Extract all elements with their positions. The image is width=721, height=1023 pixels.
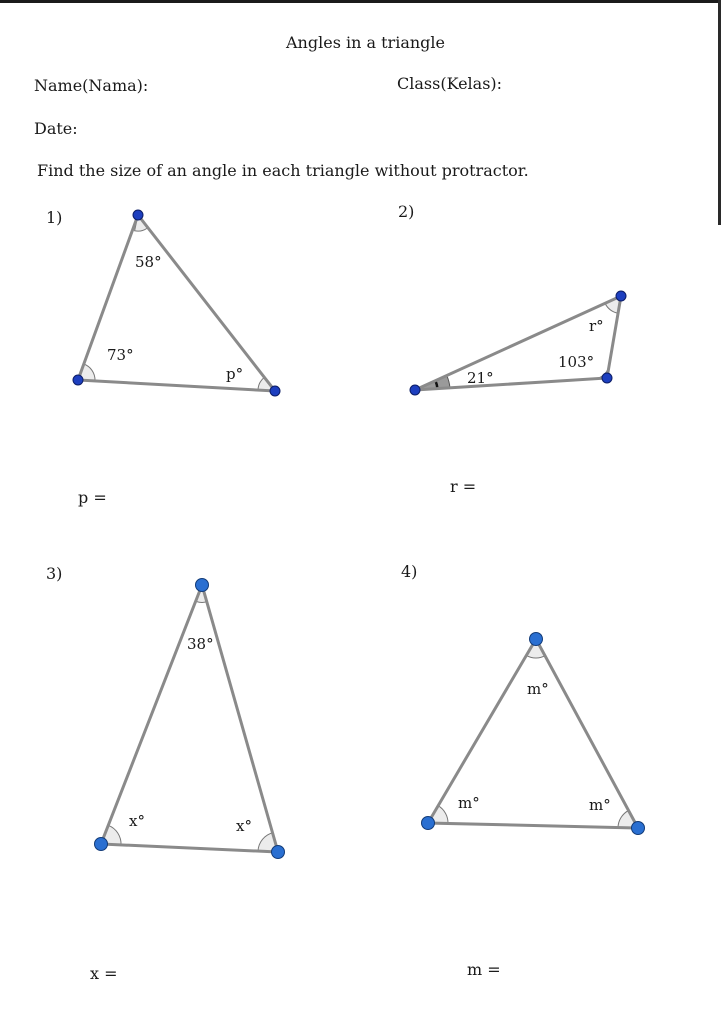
worksheet-title: Angles in a triangle xyxy=(286,33,445,52)
triangle-4-left-angle-label: m° xyxy=(458,794,480,812)
triangle-4-vertex-right xyxy=(632,822,645,835)
triangle-4-right-angle-label: m° xyxy=(589,796,611,814)
problem-3-number: 3) xyxy=(46,564,63,583)
problem-4-number: 4) xyxy=(401,562,418,581)
problem-2-answer-label: r = xyxy=(450,477,477,496)
date-label: Date: xyxy=(34,119,78,138)
triangle-4-vertex-left xyxy=(422,817,435,830)
problem-2-number: 2) xyxy=(398,202,415,221)
triangle-1-right-angle-label: p° xyxy=(226,365,244,383)
triangle-2-top-angle-label: r° xyxy=(589,317,604,335)
problem-3-answer-label: x = xyxy=(90,964,118,983)
problem-4-answer-label: m = xyxy=(467,960,501,979)
triangle-1-top-angle-label: 58° xyxy=(135,253,162,271)
class-label: Class(Kelas): xyxy=(397,74,503,93)
triangle-2-left-angle-label: 21° xyxy=(467,369,494,387)
triangle-3-top-angle-label: 38° xyxy=(187,635,214,653)
problem-1-number: 1) xyxy=(46,208,63,227)
triangle-1-left-angle-label: 73° xyxy=(107,346,134,364)
triangle-2-right-angle-label: 103° xyxy=(558,353,595,371)
name-label: Name(Nama): xyxy=(34,76,149,95)
problem-1-answer-label: p = xyxy=(78,488,107,507)
triangle-4-vertex-top xyxy=(530,633,543,646)
triangle-3-right-angle-label: x° xyxy=(236,817,252,835)
instruction: Find the size of an angle in each triangle without protractor. xyxy=(37,161,529,180)
triangle-4-top-angle-label: m° xyxy=(527,680,549,698)
triangle-3-left-angle-label: x° xyxy=(129,812,145,830)
